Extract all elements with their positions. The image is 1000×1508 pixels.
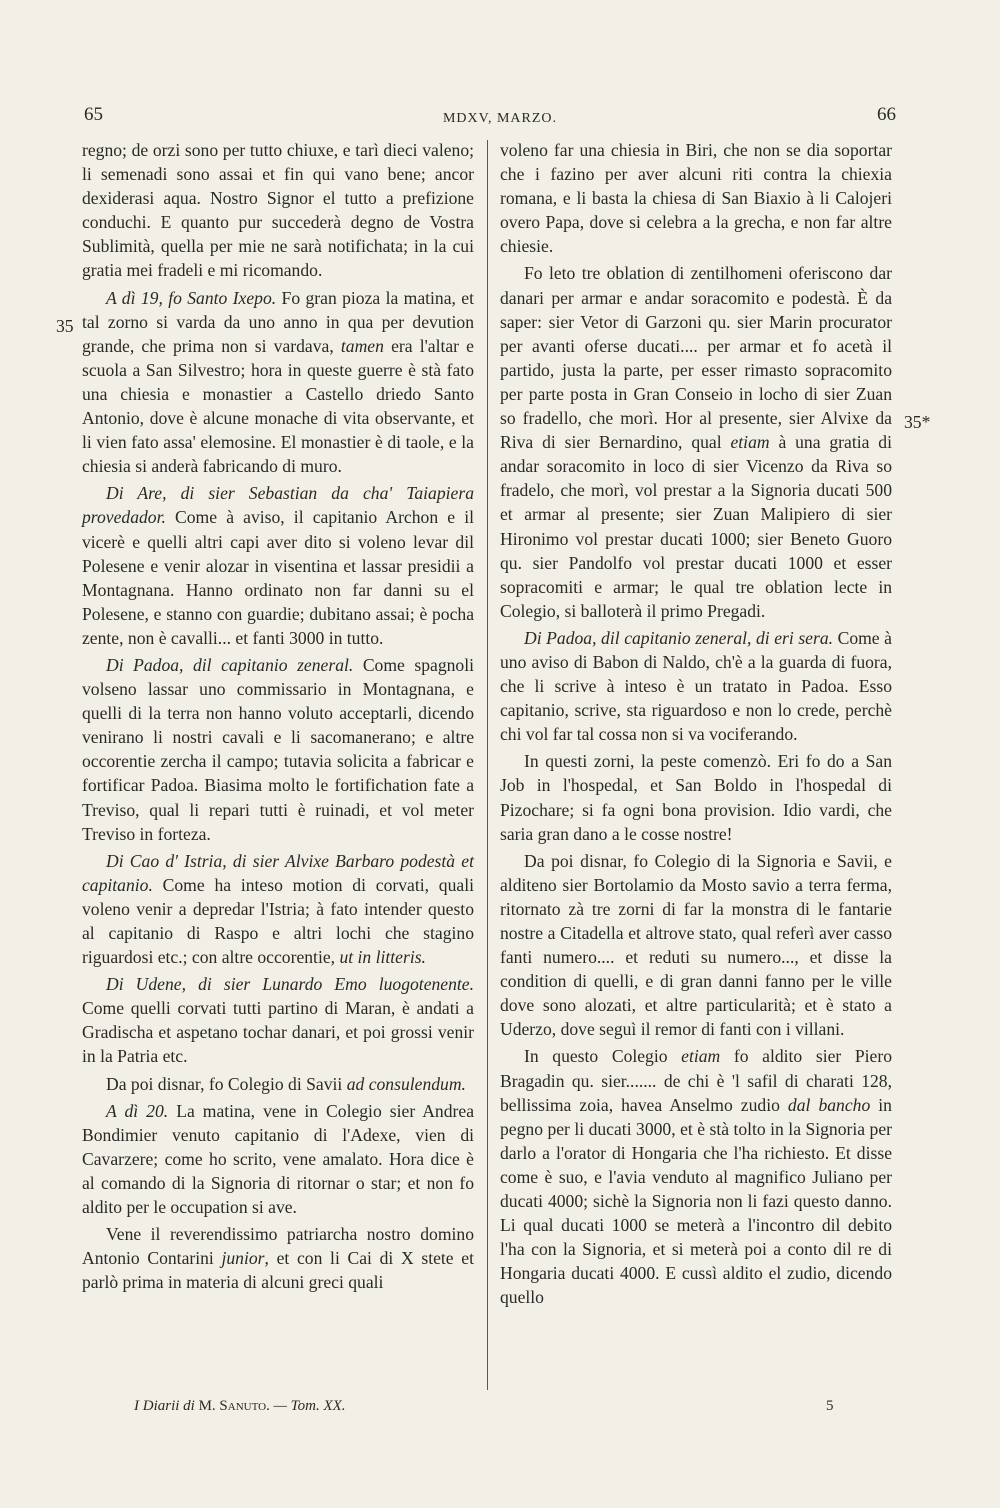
column-divider — [487, 140, 488, 1390]
paragraph-text: fo aldito sier Piero Bragadin qu. sier....... de chi è 'l safil di charati 128, bellissima zoia, havea Anselmo zudio — [500, 1046, 893, 1115]
paragraph-text: era l'altar e scuola a San Silvestro; hora in queste guerre è stà fato una chiesia e monastier a Castello driedo Santo Antonio, dove è alcune monache di vita observante, et li vien fato assa' elemosine. El monastier è di taole, e la chiesia si anderà fabricando di muro. — [82, 335, 474, 477]
footer-volume: — Tom. XX. — [269, 1398, 346, 1414]
paragraph — [500, 626, 892, 746]
paragraph — [500, 1044, 892, 1309]
entry-heading: Di Padoa, dil capitanio zeneral. — [106, 654, 354, 675]
entry-heading: Di Are, di sier Sebastian da cha' Taiapiera provedador. — [82, 483, 474, 528]
footer-title-part: I Diarii di — [134, 1398, 199, 1414]
paragraph-text: Da poi disnar, fo Colegio di la Signoria e Savii, e alditeno sier Bortolamio da Mosto savio a terra ferma, ritornato zà tre zorni di far la monstra di le fantarie nostre a Citadella et altrove stato, qual referì aver casso fanti numero.... et reduti su numero..., et disse la condition di quelli, e di gran danni fanno per le ville dove sono alozati, et altre particularità; et è stato a Uderzo, dove seguì il remor di fanti con i villani. — [500, 850, 892, 1040]
entry-heading: Di Cao d' Istria, di sier Alvixe Barbaro podestà et capitanio. — [82, 850, 474, 895]
paragraph-text: La matina, vene in Colegio sier Andrea Bondimier venuto capitanio di l'Adexe, vien di Cavarzere; come ho scrito, vene amalato. Hora dice è al comando di la Signoria di ritornar o star; et non fo aldito per le occupation si ave. — [82, 1100, 475, 1218]
paragraph-text: regno; de orzi sono per tutto chiuxe, e tarì dieci valeno; li semenadi sono assai et fin qui vano bene; ancor dexiderasi aqua. Nostro Signor el tutto a prefizione conduchi. E quanto pur succederà degno de Vostra Sublimità, quella per mie ne sarà notifichata; in la cui gratia mei fradeli e mi ricomando. — [82, 140, 474, 281]
paragraph-text: Come spagnoli volseno lassar uno commissario in Montagnana, e quelli di la terra non hanno voluto acceptarli, dicendo venirano li nostri cavali e li sacomanerano; e altre occorentie zercha il campo; tutavia solicita a fabricar e fortificar Padoa. Biasima molto le fortifichation fate a Treviso, qual li repari tutti è ruinadi, et vol meter Treviso in forteza. — [82, 654, 474, 844]
paragraph — [82, 481, 474, 650]
paragraph — [82, 1099, 474, 1219]
paragraph-text: Fo leto tre oblation di zentilhomeni oferiscono dar danari per armar e andar soracomito e podestà. È da saper: sier Vetor di Garzoni qu. sier Marin procurator per avanti oferse ducati.... per armar et fo acetà il partido, justa la parte, per esser rimasto sopracomito per parte posta in Gran Conseio in locho di sier Zuan so fradello, che morì. Hor al presente, sier Alvixe da Riva di sier Bernardino, qual — [500, 263, 892, 453]
footer-title — [134, 1398, 346, 1415]
paragraph-text: Fo gran pioza la matina, et tal zorno si varda da uno anno in qua per devution grande, che prima non si vardava, — [82, 287, 474, 356]
latin-term: ut in litteris. — [339, 947, 426, 968]
latin-term: tamen — [340, 335, 384, 356]
paragraph — [82, 138, 474, 283]
running-title: MDXV, MARZO. — [442, 111, 558, 126]
right-margin-number: 35* — [904, 412, 931, 432]
paragraph-text: in pegno per li ducati 3000, et è stà tolto in la Signoria per darlo a l'orator di Hongaria che l'ha richiesto. Et disse come è suo, e l'avia venduto al magnifico Juliano per ducati 4000; sichè la Signoria non li fazi questo danno. Li qual ducati 1000 se meterà a l'incontro dil debito l'ha con la Signoria, et si meterà poi a conto dil re di Hongaria ducati 4000. E cussì aldito el zudio, dicendo quello — [500, 1094, 892, 1308]
left-page-number: 65 — [84, 104, 103, 125]
signature-mark: 5 — [826, 1398, 834, 1414]
paragraph — [82, 286, 474, 479]
paragraph-text: à una gratia di andar soracomito in loco di sier Vicenzo da Riva so fradelo, che morì, vol prestar a la Signoria ducati 500 et armar al presente; sier Zuan Malipiero di sier Hironimo vol prestar ducati 1000; sier Beneto Guoro qu. sier Pandolfo vol prestar ducati 1000 et esser sopracomiti e armar; le qual tre oblation lecte in Colegio, si balloterà il primo Pregadi. — [500, 432, 892, 621]
entry-heading: A dì 20. — [106, 1100, 169, 1121]
paragraph-text: Vene il reverendissimo patriarcha nostro domino Antonio Contarini — [82, 1224, 474, 1269]
paragraph — [82, 972, 474, 1068]
paragraph — [82, 653, 474, 846]
paragraph-text: Come ha inteso motion di corvati, quali voleno venir a depredar l'Istria; à fato intender questo al capitanio di Raspo e altri lochi che stagino riguardosi etc.; con altre occorentie, — [82, 874, 474, 968]
paragraph-text: In questo Colegio — [524, 1046, 682, 1067]
paragraph — [82, 1222, 474, 1294]
entry-heading: Di Udene, di sier Lunardo Emo luogotenente. — [106, 974, 474, 995]
paragraph — [82, 1072, 474, 1096]
latin-term: etiam — [681, 1046, 721, 1067]
latin-term: junior — [221, 1248, 265, 1269]
paragraph-text: , et con li Cai di X stete et parlò prima in materia di alcuni greci quali — [82, 1248, 474, 1293]
footer-author: M. Sanuto. — [198, 1398, 270, 1414]
right-column — [500, 138, 892, 1313]
paragraph-text: Come à aviso, il capitanio Archon e il vicerè e quelli altri capi aver dito si voleno levar dil Polesene e venir alozar in visentina et lassar presidii a Montagnana. Hanno ordinato non far danni su el Polesene, e stanno con guardie; dubitano assai; è pocha zente, non è cavalli... et fanti 3000 in tutto. — [82, 507, 474, 648]
paragraph-text: In questi zorni, la peste comenzò. Eri fo do a San Job in l'hospedal, et San Boldo in l'hospedal di Pizochare; si fa ogni bona provision. Idio vardi, che saria gran dano a le cosse nostre! — [500, 751, 892, 844]
paragraph-text: voleno far una chiesia in Biri, che non se dia soportar che i fazino per aver alcuni riti contra la chiexia romana, e li basta la chiesa di San Biaxio à li Calojeri overo Papa, dove si celebra a la grecha, e non far altre chiesie. — [500, 140, 892, 257]
paragraph-text: Da poi disnar, fo Colegio di Savii — [106, 1073, 347, 1094]
italic-term: dal bancho — [787, 1094, 871, 1115]
paragraph-text: Come quelli corvati tutti partino di Maran, è andati a Gradischa et aspetano tochar danari, et poi grossi venir in la Patria etc. — [82, 998, 474, 1067]
entry-heading: Di Padoa, dil capitanio zeneral, di eri sera. — [524, 627, 834, 648]
paragraph — [82, 849, 474, 969]
paragraph-text: Come à uno aviso di Babon di Naldo, ch'è a la guarda di fuora, che li scrive à inteso è un tratato in Padoa. Esso capitanio, scrive, sta riguardoso e non lo crede, perchè chi vol far tal cossa non si va vociferando. — [500, 627, 892, 745]
left-margin-number: 35 — [56, 316, 74, 336]
latin-term: etiam — [730, 432, 770, 453]
right-page-number: 66 — [877, 104, 896, 125]
entry-heading: A dì 19, fo Santo Ixepo. — [106, 287, 277, 308]
left-column — [82, 138, 474, 1297]
latin-term: ad consulendum. — [346, 1073, 466, 1094]
paragraph — [500, 138, 892, 258]
paragraph — [500, 261, 892, 622]
paragraph — [500, 849, 892, 1042]
paragraph — [500, 749, 892, 845]
